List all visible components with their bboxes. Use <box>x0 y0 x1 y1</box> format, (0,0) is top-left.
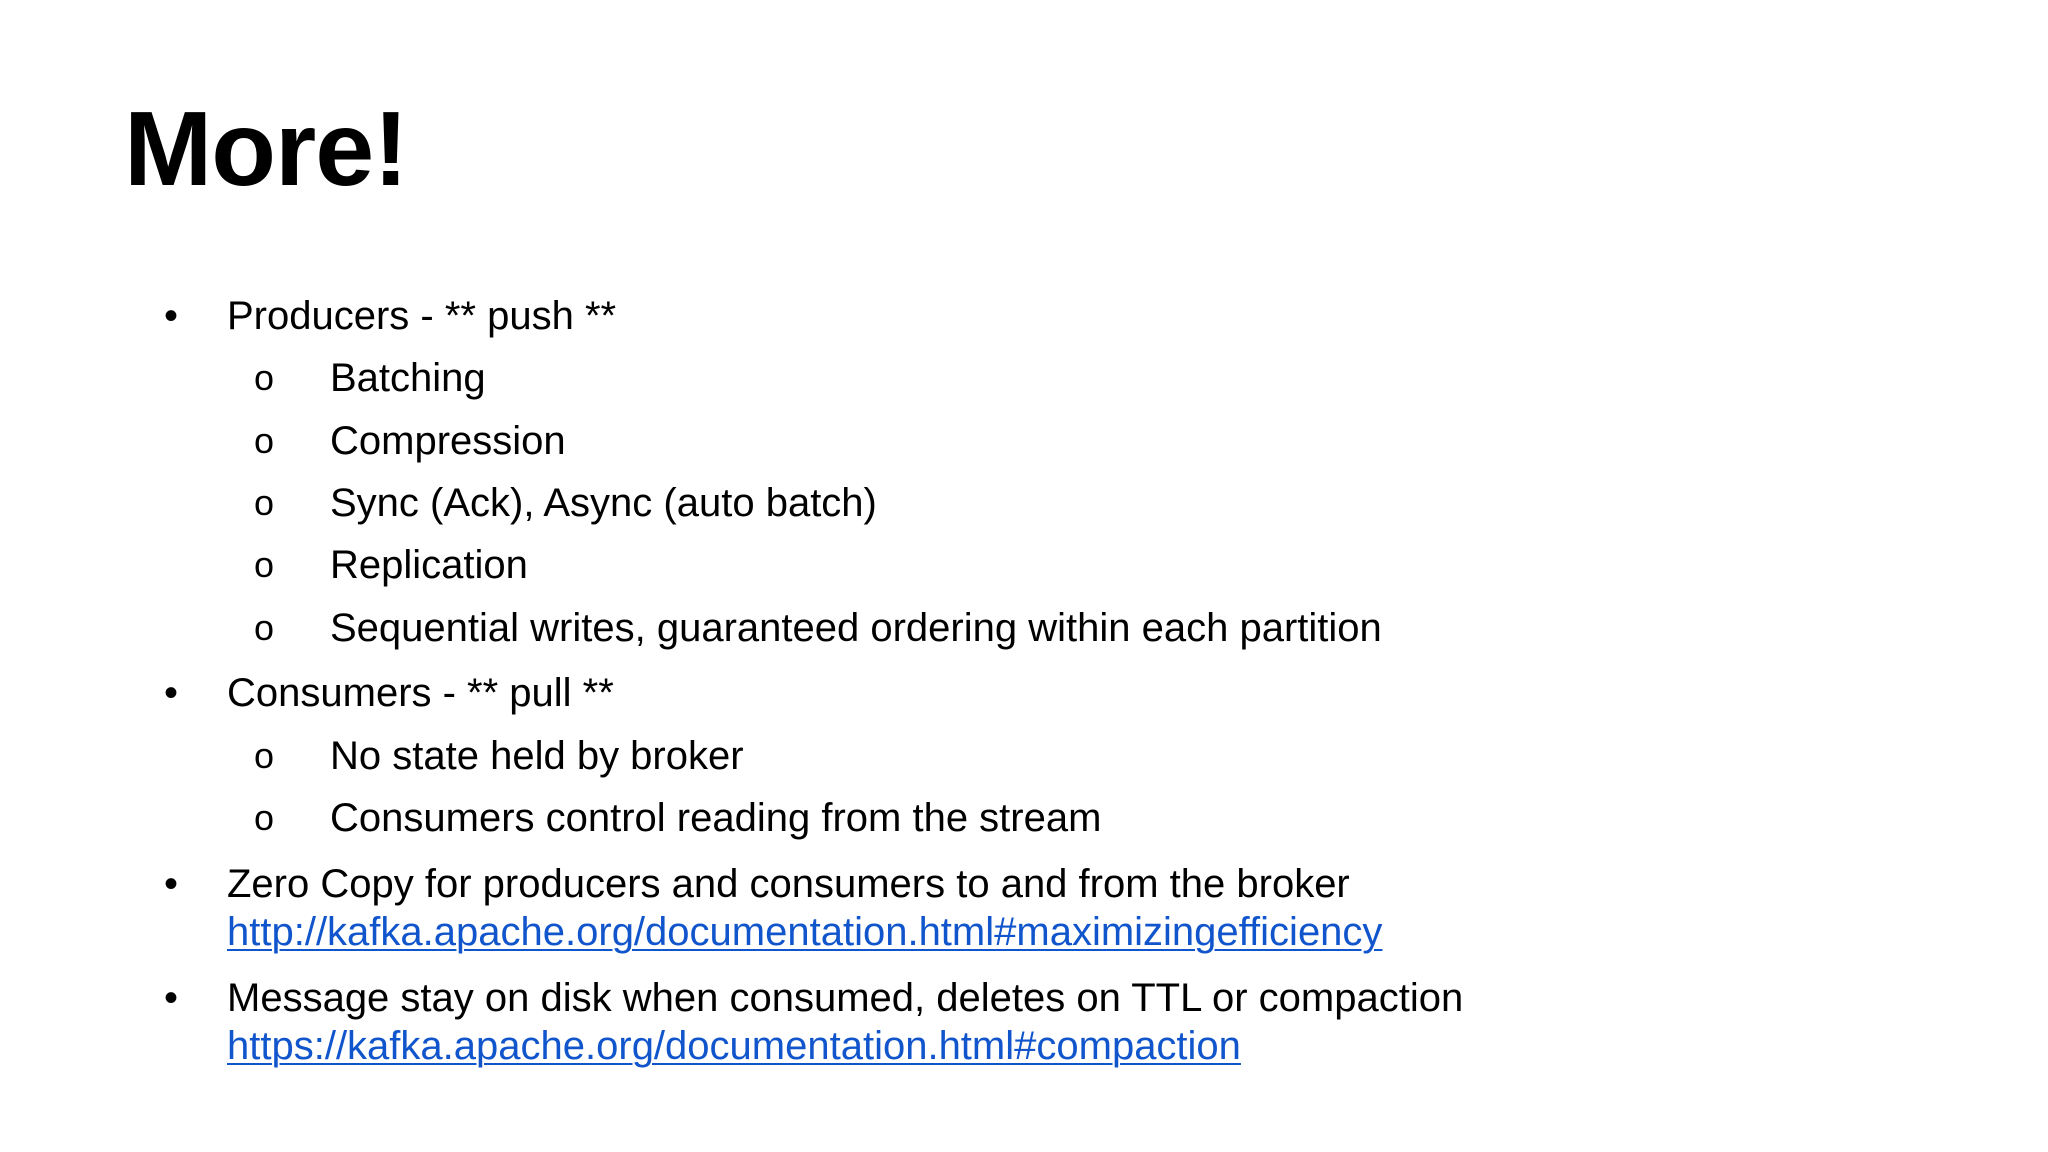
sub-bullet-marker: o <box>254 735 275 776</box>
sub-bullet-text: Replication <box>330 543 528 587</box>
sub-bullet-marker: o <box>254 420 275 461</box>
compaction-link[interactable]: https://kafka.apache.org/documentation.html#compaction <box>227 1024 1241 1068</box>
sub-bullet-marker: o <box>254 544 275 585</box>
sub-bullet-marker: o <box>254 607 275 648</box>
bullet-text: Message stay on disk when consumed, deletes on TTL or compaction <box>227 976 1464 1020</box>
bullet-marker: • <box>164 862 179 906</box>
bullet-text: Zero Copy for producers and consumers to and from the broker <box>227 862 1350 906</box>
sub-bullet-marker: o <box>254 797 275 838</box>
bullet-text: Consumers - ** pull ** <box>227 671 614 715</box>
sub-bullet-text: Consumers control reading from the stream <box>330 796 1102 840</box>
bullet-marker: • <box>164 294 179 338</box>
bullet-text: Producers - ** push ** <box>227 294 617 338</box>
sub-bullet-text: Compression <box>330 419 566 463</box>
sub-bullet-marker: o <box>254 482 275 523</box>
bullet-marker: • <box>164 671 179 715</box>
sub-bullet-text: Sequential writes, guaranteed ordering within each partition <box>330 606 1382 650</box>
efficiency-link[interactable]: http://kafka.apache.org/documentation.html#maximizingefficiency <box>227 910 1383 954</box>
sub-bullet-text: Batching <box>330 356 486 400</box>
sub-bullet-text: Sync (Ack), Async (auto batch) <box>330 481 877 525</box>
slide-title: More! <box>124 90 408 208</box>
bullet-marker: • <box>164 976 179 1020</box>
sub-bullet-text: No state held by broker <box>330 734 744 778</box>
sub-bullet-marker: o <box>254 357 275 398</box>
